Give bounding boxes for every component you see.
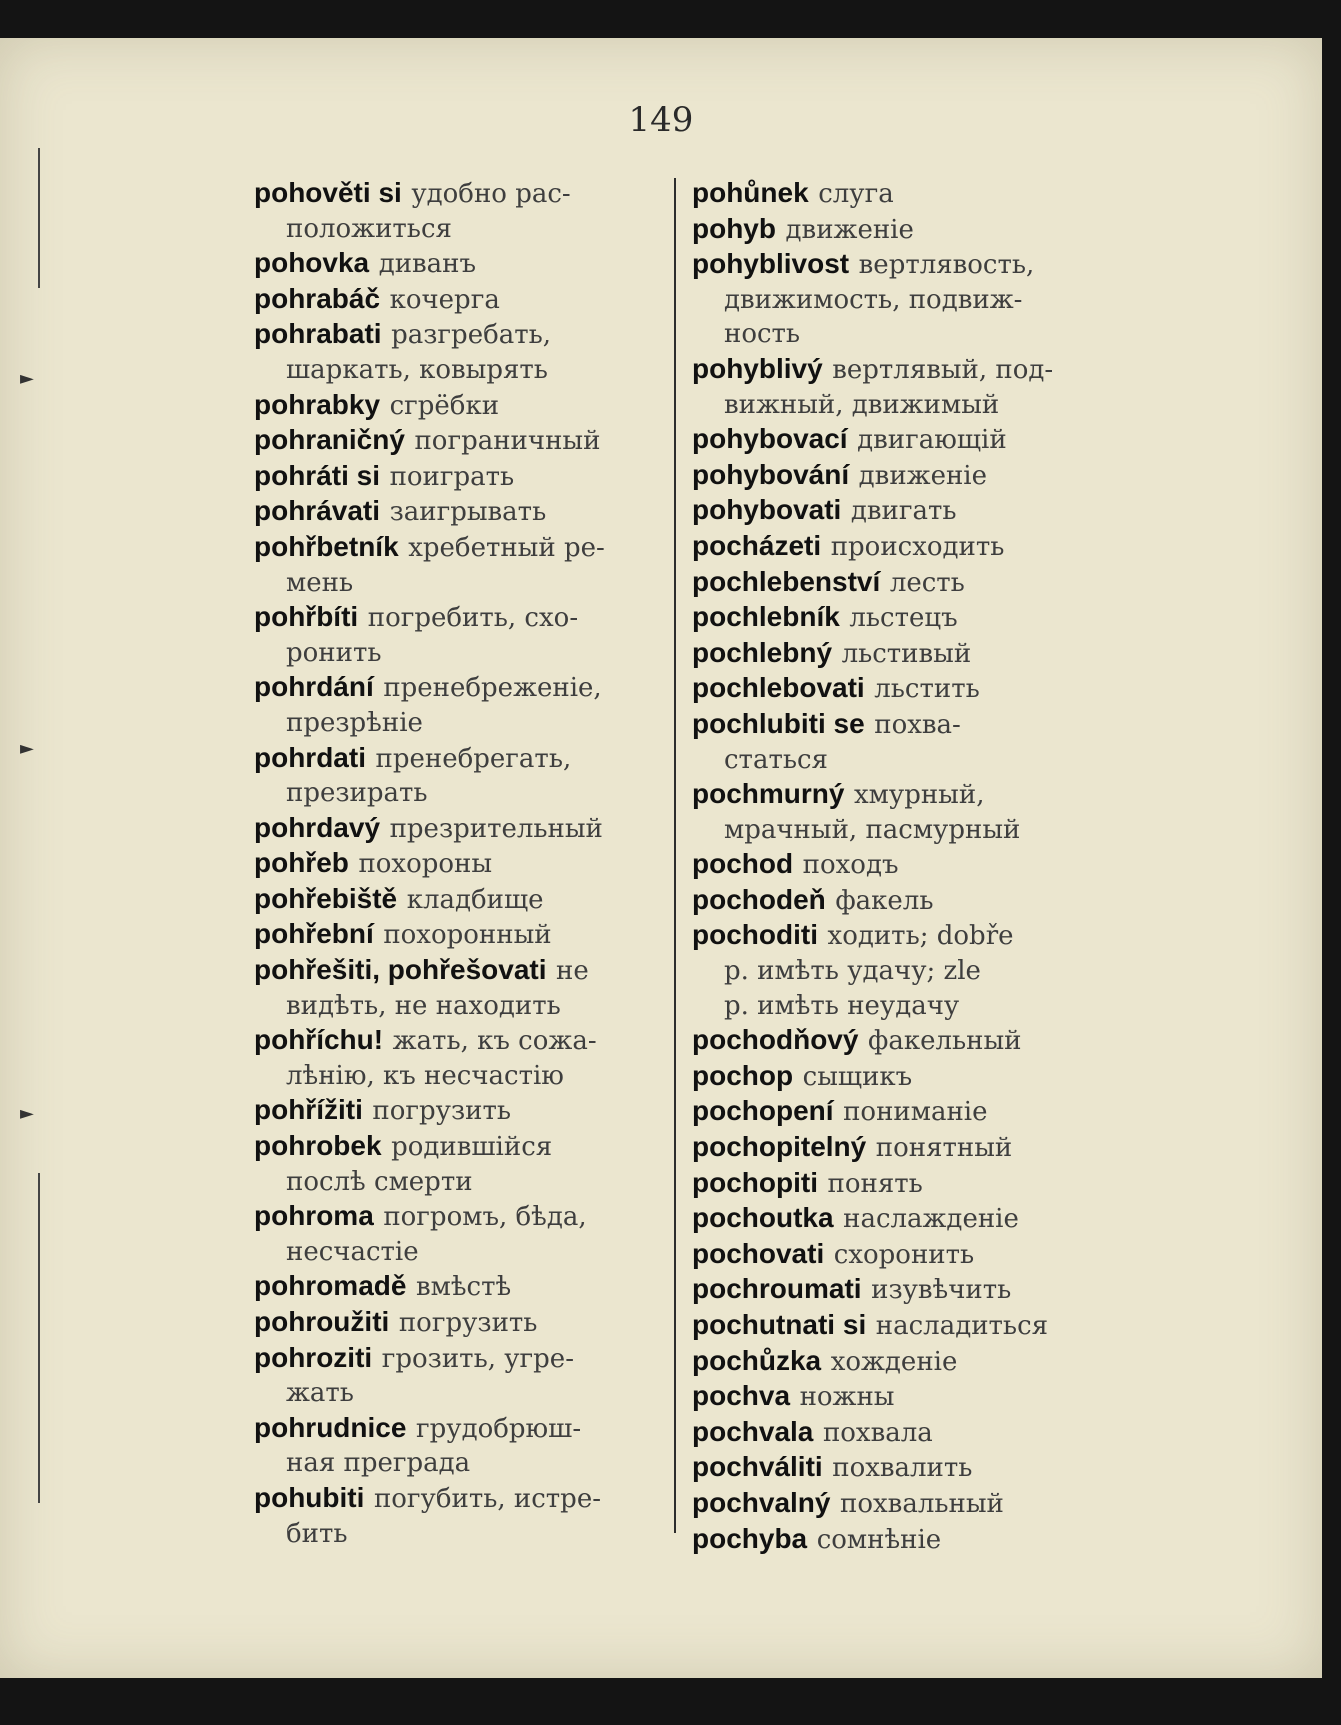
margin-mark: ► — [20, 1103, 34, 1124]
margin-mark: ► — [20, 368, 34, 389]
translation: погубить, истре- — [373, 1483, 601, 1514]
translation: факель — [835, 885, 934, 916]
headword: pohřbíti — [254, 601, 359, 633]
headword: pochva — [692, 1380, 791, 1412]
headword: pohříchu! — [254, 1024, 384, 1056]
dictionary-entry — [254, 811, 674, 847]
dictionary-entry — [254, 388, 674, 424]
translation-continuation: презирать — [286, 778, 428, 809]
dictionary-entry — [254, 670, 674, 740]
translation: презрительный — [389, 813, 603, 844]
translation: льстивый — [841, 638, 972, 669]
translation-continuation: несчастіе — [286, 1236, 419, 1267]
headword: pochod — [692, 848, 794, 880]
dictionary-entry — [692, 918, 1112, 1023]
headword: pohroziti — [254, 1341, 373, 1373]
headword: pohráti si — [254, 459, 381, 491]
dictionary-entry — [692, 493, 1112, 529]
translation: сыщикъ — [802, 1061, 913, 1092]
dictionary-entry — [254, 317, 674, 387]
column-divider — [674, 178, 676, 1533]
headword: pohyblivost — [692, 248, 850, 280]
dictionary-entry — [692, 565, 1112, 601]
headword: pochvala — [692, 1415, 814, 1447]
translation: хожденіе — [830, 1346, 958, 1377]
right-column — [692, 176, 1112, 1557]
translation: понятный — [875, 1133, 1013, 1164]
dictionary-entry — [692, 1166, 1112, 1202]
headword: pocházeti — [692, 529, 822, 561]
headword: pohubiti — [254, 1481, 365, 1513]
translation: похва- — [874, 709, 961, 740]
headword: pohrabáč — [254, 282, 381, 314]
translation-continuation: шаркать, ковырять — [286, 354, 548, 385]
dictionary-entry — [254, 176, 674, 246]
dictionary-entry — [692, 1522, 1112, 1558]
headword: pohůnek — [692, 177, 809, 208]
dictionary-entry — [692, 458, 1112, 494]
headword: pochoditi — [692, 919, 818, 951]
headword: pochodňový — [692, 1024, 859, 1056]
binding-edge-line — [38, 1173, 40, 1503]
translation: вертлявость, — [858, 250, 1035, 281]
headword: pohraničný — [254, 424, 405, 456]
headword: pohybovati — [692, 494, 842, 526]
headword: pochvalný — [692, 1486, 831, 1518]
headword: pochlebovati — [692, 672, 865, 704]
translation-continuation: мень — [286, 567, 354, 598]
dictionary-entry — [692, 1415, 1112, 1451]
headword: pohrudnice — [254, 1411, 407, 1443]
translation: сгрёбки — [389, 390, 500, 421]
dictionary-entry — [254, 423, 674, 459]
headword: pohrdati — [254, 741, 366, 773]
dictionary-entry — [692, 1272, 1112, 1308]
headword: pochopení — [692, 1095, 834, 1127]
dictionary-entry — [692, 247, 1112, 352]
headword: pochutnati si — [692, 1309, 867, 1340]
headword: pochváliti — [692, 1451, 823, 1483]
headword: pohromadě — [254, 1270, 407, 1302]
translation: родившійся — [391, 1132, 553, 1163]
translation-continuation: ность — [724, 319, 801, 350]
dictionary-entry — [692, 1344, 1112, 1380]
dictionary-entry — [254, 282, 674, 318]
dictionary-entry — [692, 1094, 1112, 1130]
translation-continuation: мрачный, пасмурный — [724, 814, 1021, 845]
translation: двигающій — [857, 425, 1007, 456]
dictionary-entry — [692, 1023, 1112, 1059]
dictionary-entry — [692, 1486, 1112, 1522]
translation: грозить, угре- — [381, 1343, 574, 1374]
headword: pohrabky — [254, 388, 381, 420]
dictionary-entry — [254, 600, 674, 670]
translation-continuation: презрѣніе — [286, 707, 423, 738]
page-number: 149 — [628, 100, 694, 140]
dictionary-entry — [692, 847, 1112, 883]
headword: pohřeb — [254, 847, 349, 879]
translation-continuation: бить — [286, 1518, 348, 1549]
translation-continuation: положиться — [286, 213, 452, 244]
dictionary-entry — [254, 1269, 674, 1305]
dictionary-entry — [254, 1411, 674, 1481]
headword: pohroužiti — [254, 1306, 390, 1337]
dictionary-entry — [692, 529, 1112, 565]
translation: диванъ — [378, 249, 477, 280]
dictionary-entry — [254, 741, 674, 811]
translation: происходить — [830, 531, 1005, 562]
dictionary-page — [0, 38, 1322, 1678]
translation: льстить — [874, 674, 980, 705]
translation: похвала — [822, 1417, 933, 1448]
dictionary-entry — [692, 1059, 1112, 1095]
dictionary-entry — [254, 530, 674, 600]
dictionary-entry — [254, 1023, 674, 1093]
dictionary-entry — [692, 777, 1112, 847]
translation: похоронный — [383, 920, 552, 951]
dictionary-entry — [692, 671, 1112, 707]
dictionary-entry — [692, 352, 1112, 422]
dictionary-entry — [254, 246, 674, 282]
translation: пониманіе — [843, 1097, 988, 1128]
dictionary-entry — [254, 1481, 674, 1551]
translation-continuation: ронить — [286, 637, 382, 668]
headword: pohřbetník — [254, 530, 399, 562]
headword: pohyblivý — [692, 352, 823, 384]
dictionary-entry — [254, 1199, 674, 1269]
headword: pochlebenství — [692, 565, 881, 597]
translation: понять — [827, 1168, 923, 1199]
headword: pohrobek — [254, 1130, 382, 1162]
dictionary-entry — [254, 882, 674, 918]
headword: pohrdání — [254, 671, 374, 703]
dictionary-entry — [254, 953, 674, 1023]
translation: ходить; dobře — [827, 921, 1014, 952]
dictionary-entry — [254, 494, 674, 530]
margin-mark: ► — [20, 738, 34, 759]
translation: погрузить — [372, 1096, 512, 1127]
translation: пренебреженіе, — [383, 673, 602, 704]
translation: лесть — [889, 567, 965, 598]
headword: pohřížiti — [254, 1094, 363, 1126]
dictionary-entry — [254, 1341, 674, 1411]
translation: удобно рас- — [411, 179, 571, 209]
translation-continuation: вижный, движимый — [724, 389, 1000, 420]
dictionary-entry — [254, 1093, 674, 1129]
translation-continuation: p. имѣть удачу; zle — [724, 956, 981, 987]
translation: походъ — [802, 850, 899, 881]
translation: погрузить — [398, 1308, 538, 1338]
headword: pohyb — [692, 212, 776, 244]
translation-continuation: движимость, подвиж- — [724, 284, 1023, 315]
translation: движеніе — [858, 460, 987, 491]
translation: изувѣчить — [871, 1275, 1012, 1306]
translation: грудобрюш- — [416, 1413, 582, 1444]
translation: похвалить — [832, 1453, 973, 1484]
dictionary-entry — [692, 883, 1112, 919]
headword: pohrdavý — [254, 811, 381, 843]
headword: pochopitelný — [692, 1131, 867, 1163]
translation: заигрывать — [389, 497, 547, 528]
translation: вертлявый, под- — [832, 354, 1054, 385]
headword: pohroma — [254, 1200, 374, 1232]
headword: pochmurný — [692, 778, 845, 810]
headword: pochovati — [692, 1237, 825, 1269]
translation: погромъ, бѣда, — [383, 1202, 587, 1233]
translation: похороны — [358, 849, 493, 880]
translation: схоронить — [833, 1239, 975, 1270]
translation: похвальный — [840, 1488, 1004, 1519]
translation: погребить, схо- — [367, 603, 579, 634]
dictionary-entry — [254, 1305, 674, 1341]
dictionary-entry — [692, 1201, 1112, 1237]
translation-continuation: лѣнію, къ несчастію — [286, 1060, 564, 1091]
translation: хмурный, — [854, 780, 985, 811]
left-column — [254, 176, 674, 1551]
translation: ножны — [799, 1382, 895, 1413]
translation-continuation: p. имѣть неудачу — [724, 990, 960, 1021]
translation: хребетный ре- — [408, 532, 605, 563]
translation: жать, къ сожа- — [392, 1026, 597, 1057]
dictionary-entry — [692, 1237, 1112, 1273]
dictionary-entry — [692, 1130, 1112, 1166]
dictionary-entry — [254, 846, 674, 882]
headword: pochoutka — [692, 1202, 834, 1234]
translation-continuation: послѣ смерти — [286, 1166, 473, 1197]
headword: pohrabati — [254, 318, 382, 350]
headword: pohybování — [692, 458, 850, 490]
dictionary-entry — [692, 212, 1112, 248]
binding-edge-line — [38, 148, 40, 288]
headword: pohřešiti, pohřešovati — [254, 954, 547, 986]
translation-continuation: жать — [286, 1378, 354, 1409]
translation: льстецъ — [849, 603, 958, 634]
dictionary-entry — [692, 707, 1112, 777]
dictionary-entry — [254, 459, 674, 495]
headword: pochodeň — [692, 883, 826, 915]
dictionary-entry — [254, 917, 674, 953]
translation: вмѣстѣ — [416, 1272, 512, 1303]
translation: не — [556, 956, 589, 987]
translation: двигать — [850, 496, 957, 527]
translation: движеніе — [785, 214, 914, 245]
translation-continuation: статься — [724, 744, 828, 775]
dictionary-entry — [692, 176, 1112, 212]
translation: разгребать, — [391, 320, 552, 351]
dictionary-entry — [692, 422, 1112, 458]
dictionary-entry — [692, 636, 1112, 672]
headword: pochlebník — [692, 601, 840, 633]
headword: pohrávati — [254, 495, 381, 527]
headword: pochyba — [692, 1522, 808, 1554]
headword: pochlebný — [692, 636, 833, 668]
dictionary-entry — [692, 1379, 1112, 1415]
headword: pochopiti — [692, 1166, 818, 1198]
translation: пренебрегать, — [375, 743, 572, 774]
headword: pochop — [692, 1059, 794, 1091]
translation: факельный — [868, 1026, 1022, 1057]
headword: pochroumati — [692, 1273, 862, 1305]
headword: pohybovací — [692, 423, 848, 455]
dictionary-entry — [692, 1308, 1112, 1344]
translation: пограничный — [414, 426, 601, 457]
headword: pohřební — [254, 918, 374, 950]
translation: наслажденіе — [843, 1204, 1019, 1235]
dictionary-entry — [692, 600, 1112, 636]
translation: кочерга — [389, 284, 500, 315]
headword: pochůzka — [692, 1344, 822, 1376]
headword: pohovka — [254, 247, 370, 279]
translation: насладиться — [875, 1311, 1049, 1341]
headword: pohověti si — [254, 177, 402, 208]
translation: поиграть — [389, 461, 515, 492]
headword: pohřebiště — [254, 882, 398, 914]
translation: кладбище — [406, 884, 544, 915]
translation-continuation: видѣть, не находить — [286, 990, 561, 1021]
translation-continuation: ная преграда — [286, 1448, 471, 1479]
headword: pochlubiti se — [692, 707, 865, 739]
dictionary-entry — [254, 1129, 674, 1199]
translation: слуга — [818, 179, 894, 209]
translation: сомнѣніе — [816, 1524, 942, 1555]
dictionary-entry — [692, 1450, 1112, 1486]
